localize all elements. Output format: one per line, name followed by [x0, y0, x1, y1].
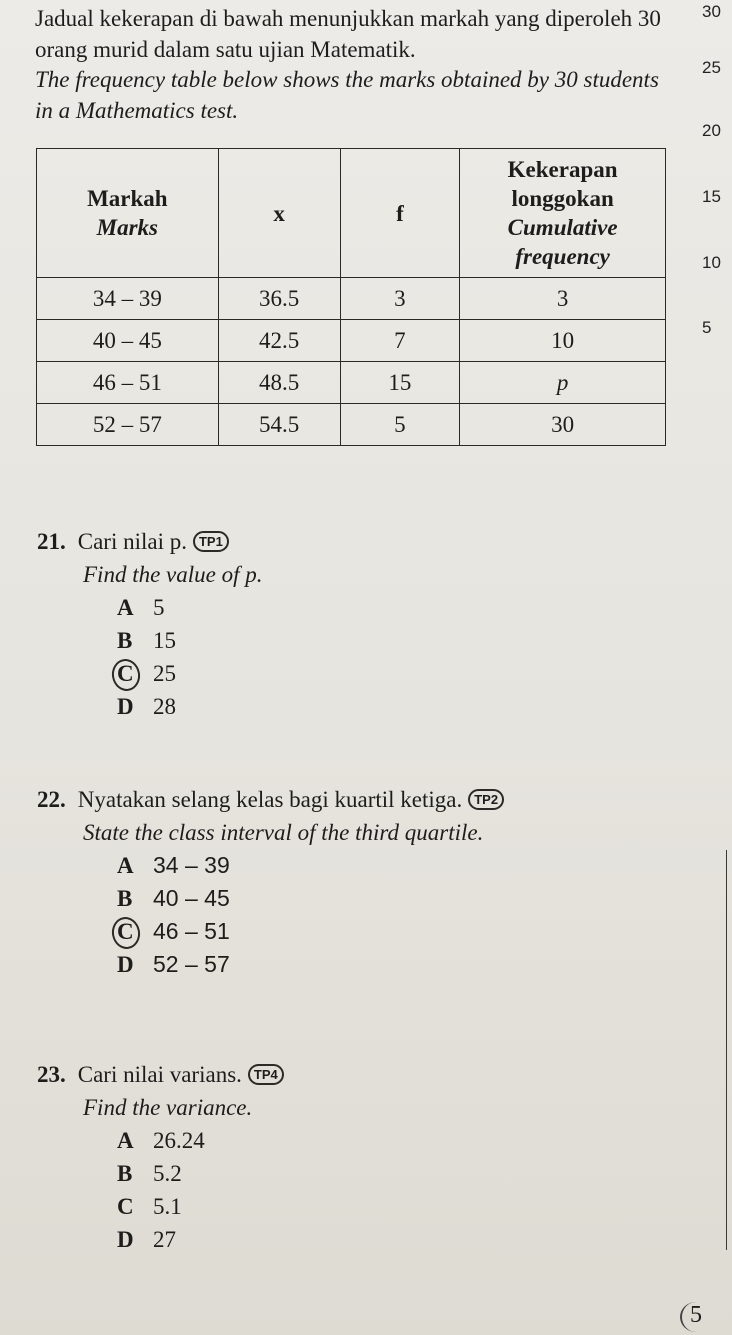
- frequency-table: [36, 148, 666, 446]
- table-row: [37, 362, 666, 404]
- cell-x: 54.5: [218, 404, 340, 446]
- question-stem: [37, 1058, 284, 1091]
- option-value: 5.2: [153, 1161, 182, 1186]
- question-number: 21.: [37, 529, 66, 554]
- intro-english: The frequency table below shows the marks obtained by 30 students in a Mathematics test.: [35, 67, 659, 123]
- option-a[interactable]: [117, 1124, 284, 1157]
- option-letter: C: [117, 915, 153, 948]
- option-value: 52 – 57: [153, 951, 230, 977]
- option-letter: C: [117, 657, 153, 690]
- cell-x: 48.5: [218, 362, 340, 404]
- option-value: 46 – 51: [153, 918, 230, 944]
- question-text-ms: Cari nilai varians.: [77, 1062, 242, 1087]
- option-letter: B: [117, 628, 133, 653]
- question-number: 23.: [37, 1062, 66, 1087]
- option-letter: A: [117, 853, 134, 878]
- header-cf-en-2: frequency: [515, 244, 610, 269]
- intro-text: [35, 4, 675, 126]
- cell-cf: p: [460, 362, 666, 404]
- option-b[interactable]: [117, 1157, 284, 1190]
- option-a[interactable]: [117, 591, 263, 624]
- header-cumulative-frequency: [460, 149, 666, 278]
- margin-rule: [726, 850, 727, 1250]
- option-a[interactable]: [117, 849, 504, 882]
- header-cf-ms-1: Kekerapan: [507, 157, 618, 182]
- cell-f: 15: [340, 362, 460, 404]
- intro-malay: Jadual kekerapan di bawah menunjukkan markah yang diperoleh 30 orang murid dalam satu ujian Matematik.: [35, 6, 661, 62]
- question-stem: [37, 783, 504, 816]
- question-text-ms: Nyatakan selang kelas bagi kuartil ketiga.: [77, 787, 463, 812]
- header-cf-en-1: Cumulative: [507, 215, 618, 240]
- table-row: [37, 404, 666, 446]
- tp-badge: TP2: [468, 789, 504, 810]
- question-21: [37, 525, 263, 723]
- axis-number: 20: [702, 121, 721, 140]
- cell-marks: 34 – 39: [37, 278, 219, 320]
- option-value: 5.1: [153, 1194, 182, 1219]
- question-stem: [37, 525, 263, 558]
- margin-axis: [680, 0, 732, 1335]
- option-value: 28: [153, 694, 176, 719]
- axis-number: 5: [702, 318, 712, 337]
- option-letter: A: [117, 595, 134, 620]
- cell-marks: 40 – 45: [37, 320, 219, 362]
- axis-number: 30: [702, 2, 721, 21]
- header-f: f: [340, 149, 460, 278]
- cell-x: 36.5: [218, 278, 340, 320]
- header-marks-en: Marks: [96, 215, 158, 240]
- option-c-circled[interactable]: [117, 915, 504, 948]
- page-number: 5: [690, 1302, 702, 1328]
- axis-number: 10: [702, 253, 721, 272]
- cell-cf: 10: [460, 320, 666, 362]
- option-letter: B: [117, 886, 133, 911]
- table-row: [37, 278, 666, 320]
- option-value: 25: [153, 661, 176, 686]
- question-22: [37, 783, 504, 981]
- axis-number: 25: [702, 58, 721, 77]
- cell-f: 3: [340, 278, 460, 320]
- tp-badge: TP4: [248, 1064, 284, 1085]
- tp-badge: TP1: [193, 531, 229, 552]
- question-text-en: Find the variance.: [83, 1095, 253, 1120]
- table-header-row: [37, 149, 666, 278]
- option-letter: D: [117, 694, 134, 719]
- cell-cf: 3: [460, 278, 666, 320]
- table-row: [37, 320, 666, 362]
- option-value: 15: [153, 628, 176, 653]
- option-b[interactable]: [117, 882, 504, 915]
- option-value: 34 – 39: [153, 852, 230, 878]
- option-value: 26.24: [153, 1128, 205, 1153]
- question-number: 22.: [37, 787, 66, 812]
- option-value: 5: [153, 595, 165, 620]
- option-d[interactable]: [117, 1223, 284, 1256]
- question-text-ms: Cari nilai p.: [77, 529, 187, 554]
- option-b[interactable]: [117, 624, 263, 657]
- header-marks: [37, 149, 219, 278]
- option-c-circled[interactable]: [117, 657, 263, 690]
- header-x: x: [218, 149, 340, 278]
- cell-f: 5: [340, 404, 460, 446]
- option-c[interactable]: [117, 1190, 284, 1223]
- option-letter: B: [117, 1161, 133, 1186]
- option-letter: D: [117, 952, 134, 977]
- header-cf-ms-2: longgokan: [511, 186, 614, 211]
- option-value: 40 – 45: [153, 885, 230, 911]
- question-23: [37, 1058, 284, 1256]
- cell-cf: 30: [460, 404, 666, 446]
- cell-x: 42.5: [218, 320, 340, 362]
- option-letter: C: [117, 1194, 134, 1219]
- axis-number: 15: [702, 187, 721, 206]
- question-text-en: Find the value of p.: [83, 562, 263, 587]
- header-marks-ms: Markah: [87, 186, 168, 211]
- option-letter: D: [117, 1227, 134, 1252]
- cell-marks: 46 – 51: [37, 362, 219, 404]
- cell-f: 7: [340, 320, 460, 362]
- cell-marks: 52 – 57: [37, 404, 219, 446]
- option-letter: A: [117, 1128, 134, 1153]
- option-d[interactable]: [117, 948, 504, 981]
- option-d[interactable]: [117, 690, 263, 723]
- option-value: 27: [153, 1227, 176, 1252]
- question-text-en: State the class interval of the third quartile.: [83, 820, 484, 845]
